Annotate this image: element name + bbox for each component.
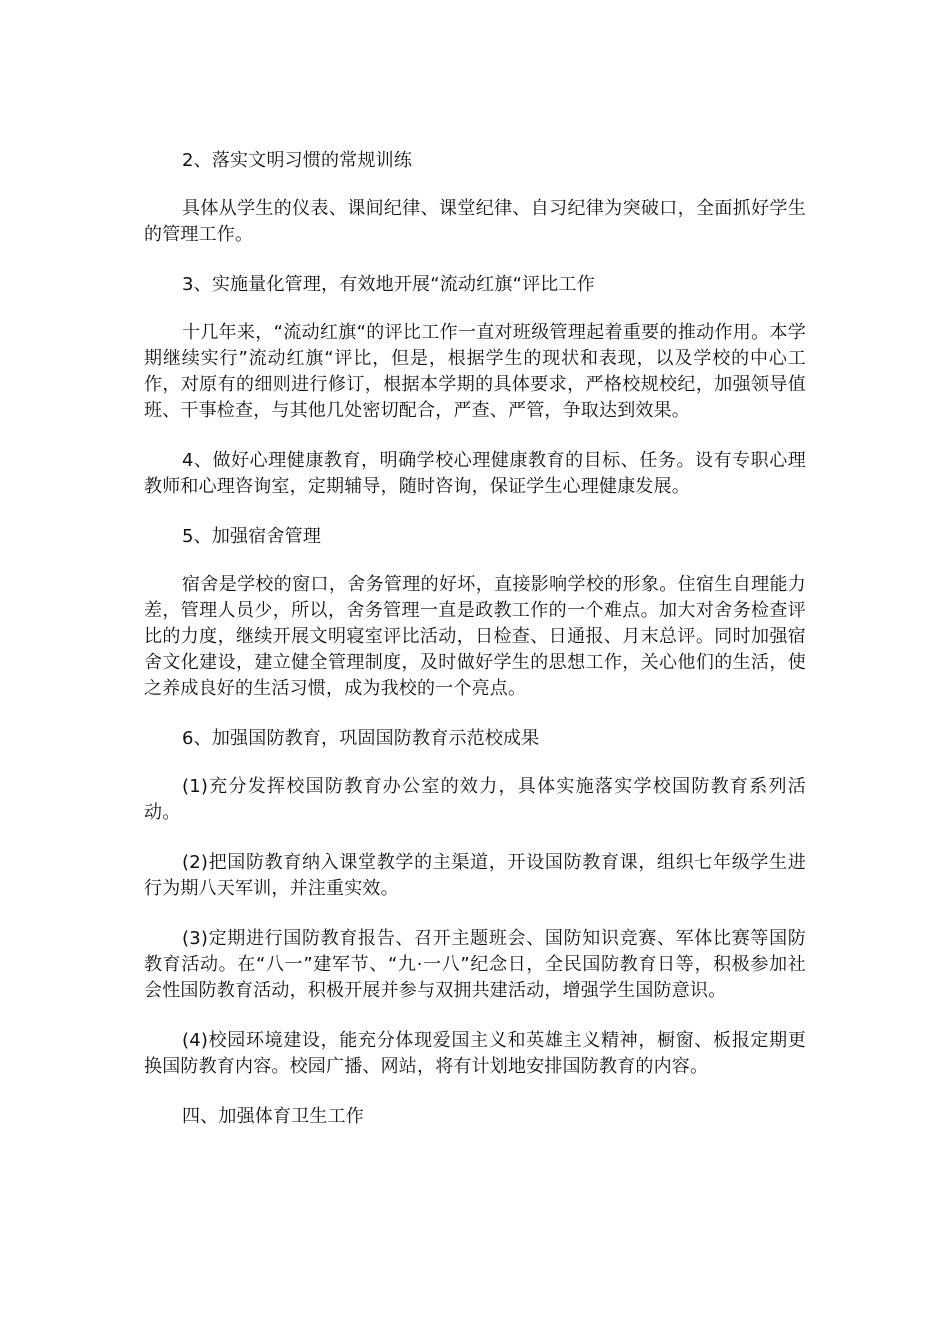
paragraph-5: 宿舍是学校的窗口，舍务管理的好坏，直接影响学校的形象。住宿生自理能力差，管理人员少，所以，舍务管理一直是政教工作的一个难点。加大对舍务检查评比的力度，继续开展文明寝室评比活动，日检查、日通报、月末总评。同时加强宿舍文化建设，建立健全管理制度，及时做好学生的思想工作，关心他们的生活，使之养成良好的生活习惯，成为我校的一个亮点。 bbox=[144, 574, 806, 699]
paragraph-6-4: (4)校园环境建设，能充分体现爱国主义和英雄主义精神，橱窗、板报定期更换国防教育内容。校园广播、网站，将有计划地安排国防教育的内容。 bbox=[144, 1030, 806, 1077]
paragraph-6-3: (3)定期进行国防教育报告、召开主题班会、国防知识竞赛、军体比赛等国防教育活动。在“八一”建军节、“九·一八”纪念日，全民国防教育日等，积极参加社会性国防教育活动，积极开展并参与双拥共建活动，增强学生国防意识。 bbox=[144, 928, 806, 1001]
section-heading-4: 四、加强体育卫生工作 bbox=[182, 1106, 364, 1127]
section-heading-2: 2、落实文明习惯的常规训练 bbox=[182, 150, 413, 171]
section-heading-6: 6、加强国防教育，巩固国防教育示范校成果 bbox=[182, 728, 540, 749]
section-heading-5: 5、加强宿舍管理 bbox=[182, 526, 322, 547]
paragraph-6-2: (2)把国防教育纳入课堂教学的主渠道，开设国防教育课，组织七年级学生进行为期八天军训，并注重实效。 bbox=[144, 852, 806, 899]
document-body bbox=[144, 148, 806, 1152]
section-heading-3: 3、实施量化管理，有效地开展“流动红旗“评比工作 bbox=[182, 274, 595, 295]
paragraph-3: 十几年来，“流动红旗“的评比工作一直对班级管理起着重要的推动作用。本学期继续实行”流动红旗“评比，但是，根据学生的现状和表现，以及学校的中心工作，对原有的细则进行修订，根据本学期的具体要求，严格校规校纪，加强领导值班、干事检查，与其他几处密切配合，严查、严管，争取达到效果。 bbox=[144, 322, 806, 421]
paragraph-6-1: (1)充分发挥校国防教育办公室的效力，具体实施落实学校国防教育系列活动。 bbox=[144, 776, 806, 823]
paragraph-4: 4、做好心理健康教育，明确学校心理健康教育的目标、任务。设有专职心理教师和心理咨询室，定期辅导，随时咨询，保证学生心理健康发展。 bbox=[144, 450, 806, 497]
paragraph-2: 具体从学生的仪表、课间纪律、课堂纪律、自习纪律为突破口，全面抓好学生的管理工作。 bbox=[144, 198, 806, 245]
